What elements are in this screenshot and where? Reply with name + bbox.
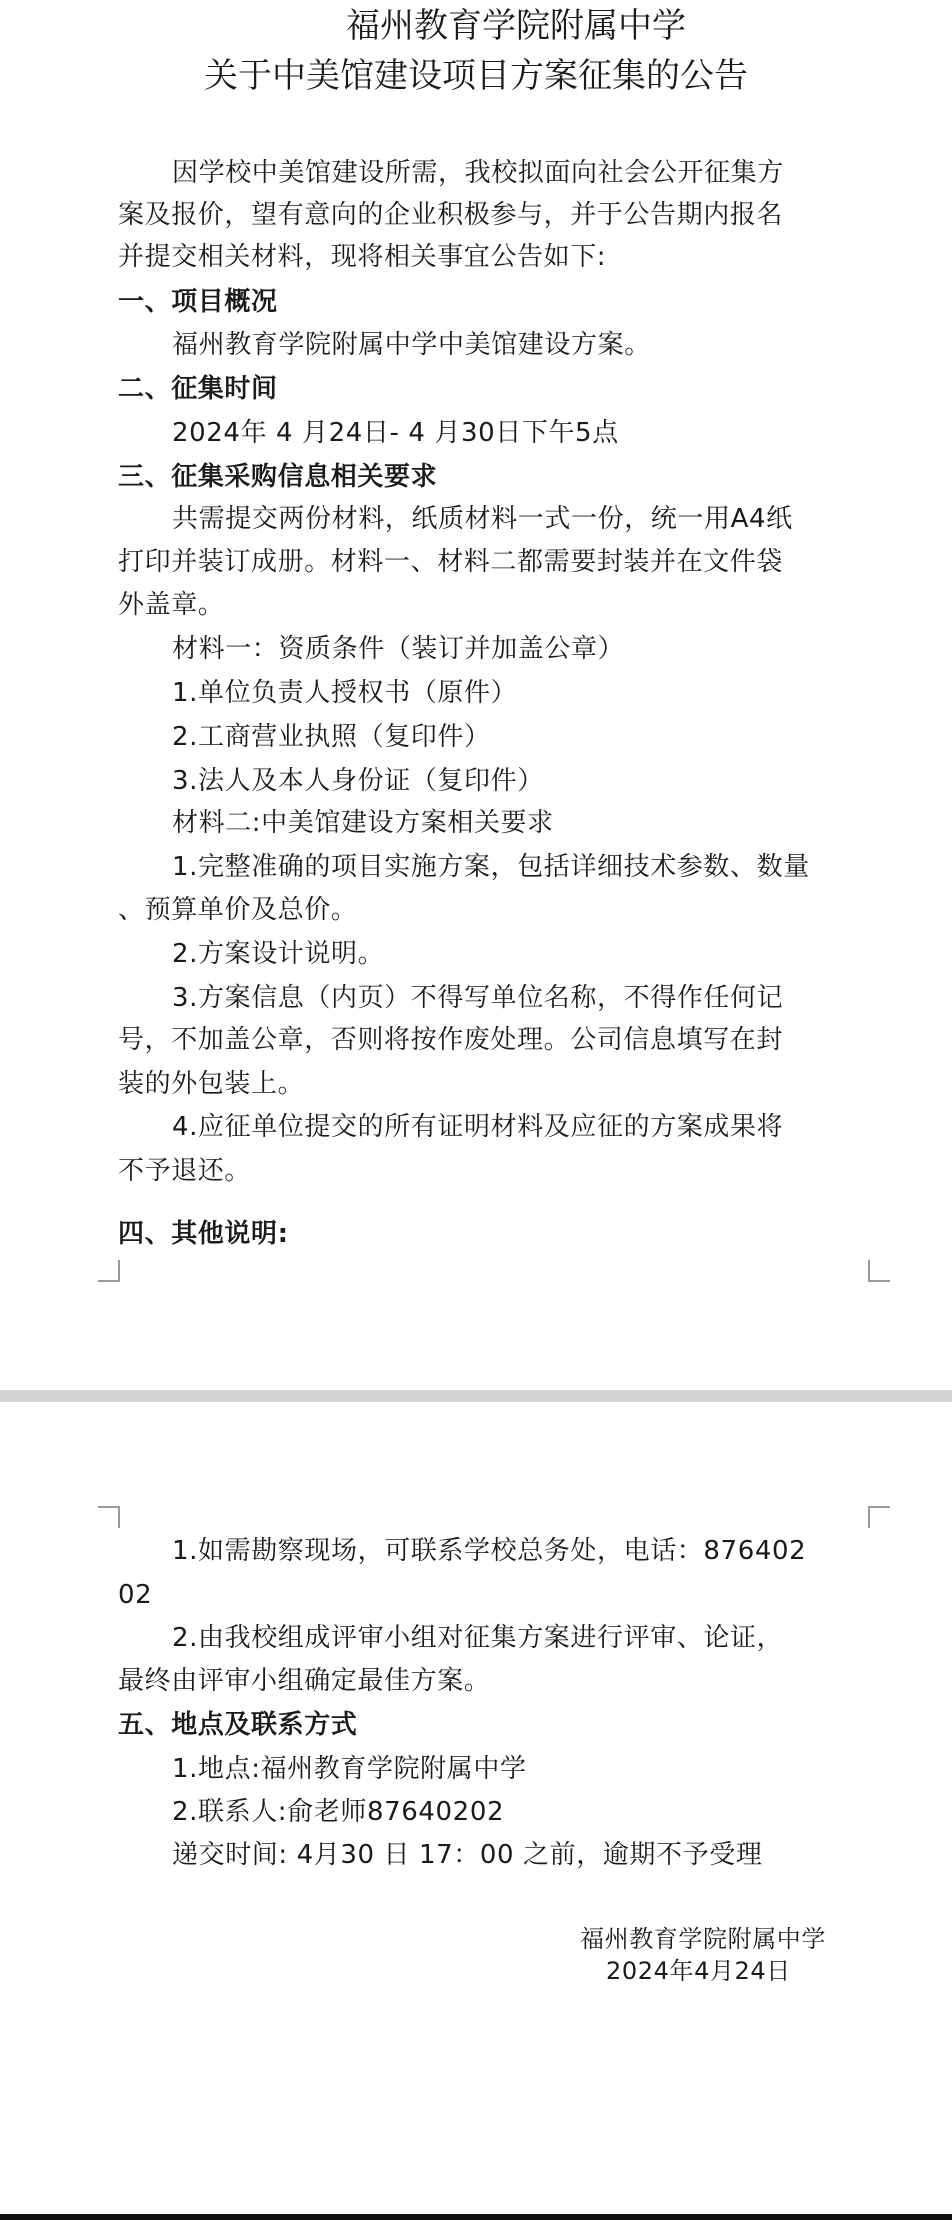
signature-organization: 福州教育学院附属中学 [580, 1925, 826, 1953]
section-3-line: 、预算单价及总价。 [118, 895, 358, 925]
section-4-line: 最终由评审小组确定最佳方案。 [118, 1666, 491, 1696]
section-3-line: 装的外包装上。 [118, 1069, 305, 1099]
section-3-line: 3.方案信息（内页）不得写单位名称，不得作任何记 [172, 983, 784, 1013]
section-3-line: 3.法人及本人身份证（复印件） [172, 766, 544, 796]
bottom-border [0, 2214, 952, 2220]
section-1-text: 福州教育学院附属中学中美馆建设方案。 [172, 330, 651, 360]
section-3-line: 共需提交两份材料，纸质材料一式一份，统一用A4纸 [172, 504, 793, 534]
section-3-line: 材料二:中美馆建设方案相关要求 [172, 808, 554, 838]
title-school-name: 福州教育学院附属中学 [346, 6, 686, 46]
page-margin-corner [868, 1506, 890, 1528]
section-5-line: 1.地点:福州教育学院附属中学 [172, 1754, 527, 1784]
section-3-line: 1.完整准确的项目实施方案，包括详细技术参数、数量 [172, 852, 810, 882]
section-5-line: 递交时间: 4月30 日 17：00 之前，逾期不予受理 [172, 1840, 763, 1870]
page-separator [0, 1390, 952, 1402]
section-4-heading: 四、其他说明: [118, 1219, 289, 1249]
section-5-line: 2.联系人:俞老师87640202 [172, 1797, 505, 1827]
page-margin-corner [98, 1506, 120, 1528]
section-1-heading: 一、项目概况 [118, 287, 278, 317]
section-3-line: 打印并装订成册。材料一、材料二都需要封装并在文件袋 [118, 547, 784, 577]
title-announcement: 关于中美馆建设项目方案征集的公告 [204, 56, 748, 96]
section-4-line: 2.由我校组成评审小组对征集方案进行评审、论证， [172, 1623, 784, 1653]
section-3-line: 外盖章。 [118, 590, 225, 620]
section-3-line: 4.应征单位提交的所有证明材料及应征的方案成果将 [172, 1112, 784, 1142]
section-4-line: 1.如需勘察现场，可联系学校总务处，电话：876402 [172, 1536, 807, 1566]
section-3-line: 号，不加盖公章，否则将按作废处理。公司信息填写在封 [118, 1025, 784, 1055]
intro-line-2: 案及报价，望有意向的企业积极参与，并于公告期内报名 [118, 200, 784, 230]
section-3-line: 2.方案设计说明。 [172, 939, 385, 969]
page-margin-corner [98, 1260, 120, 1282]
document-page-2 [0, 1402, 952, 2220]
intro-line-1: 因学校中美馆建设所需，我校拟面向社会公开征集方 [172, 158, 784, 188]
section-4-line: 02 [118, 1580, 153, 1610]
signature-date: 2024年4月24日 [606, 1957, 791, 1985]
section-3-line: 2.工商营业执照（复印件） [172, 722, 491, 752]
section-3-line: 材料一：资质条件（装订并加盖公章） [172, 634, 625, 664]
section-3-line: 1.单位负责人授权书（原件） [172, 678, 518, 708]
section-3-heading: 三、征集采购信息相关要求 [118, 462, 438, 492]
intro-line-3: 并提交相关材料，现将相关事宜公告如下: [118, 242, 607, 272]
page-margin-corner [868, 1260, 890, 1282]
section-5-heading: 五、地点及联系方式 [118, 1710, 358, 1740]
section-2-heading: 二、征集时间 [118, 374, 278, 404]
section-2-text: 2024年 4 月24日- 4 月30日下午5点 [172, 418, 619, 448]
section-3-line: 不予退还。 [118, 1156, 252, 1186]
